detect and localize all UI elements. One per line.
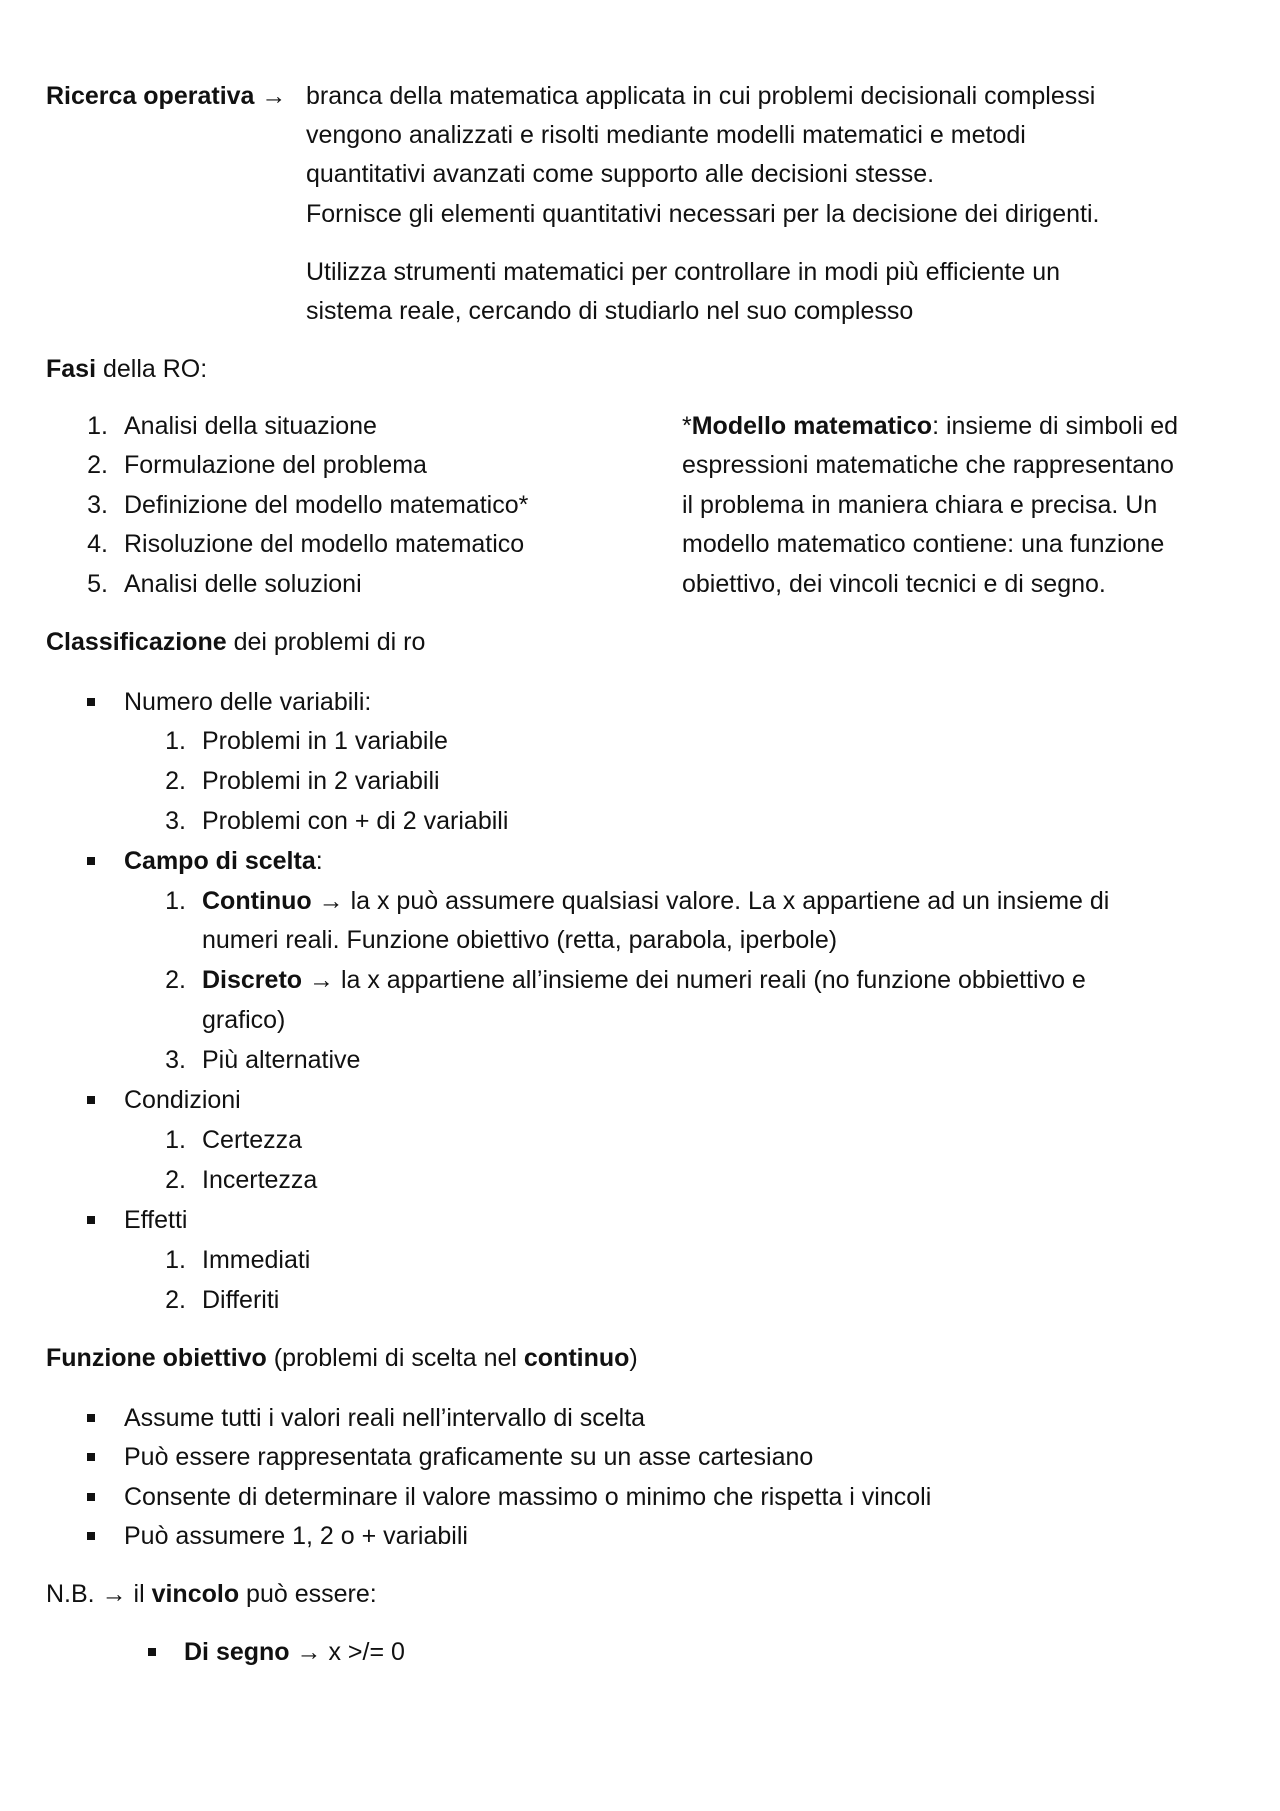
objective-heading-mid: (problemi di scelta nel <box>266 1344 524 1372</box>
objective-item: Consente di determinare il valore massimo o minimo che rispetta i vincoli <box>124 1483 932 1511</box>
arrow-icon: → <box>101 1580 127 1608</box>
phase-number: 2. <box>87 451 108 479</box>
sub-item <box>202 885 1109 917</box>
phase-number: 5. <box>87 570 108 598</box>
classification-heading-rest: dei problemi di ro <box>226 628 426 656</box>
phase-number: 1. <box>87 412 108 440</box>
sub-item: Certezza <box>202 1126 303 1154</box>
model-note-rest: : insieme di simboli ed <box>932 412 1178 440</box>
intro-line-3: quantitativi avanzati come supporto alle decisioni stesse. <box>306 160 935 188</box>
model-note-line-4: modello matematico contiene: una funzione <box>682 530 1165 558</box>
objective-heading-bold2: continuo <box>523 1344 630 1372</box>
sub-item-text: la x appartiene all’insieme dei numeri reali (no funzione obbiettivo e <box>334 966 1086 994</box>
sub-item: Immediati <box>202 1246 311 1274</box>
intro-para2-line-1: Utilizza strumenti matematici per controllare in modi più efficiente un <box>306 258 1061 286</box>
sub-item: Problemi in 1 variabile <box>202 727 448 755</box>
objective-heading-bold: Funzione obiettivo <box>46 1344 267 1372</box>
intro-term-line <box>46 80 286 112</box>
asterisk-mark: * <box>682 412 692 440</box>
group-label: Numero delle variabili: <box>124 688 372 716</box>
intro-para2-line-2: sistema reale, cercando di studiarlo nel suo complesso <box>306 297 914 325</box>
sub-number: 2. <box>165 966 186 994</box>
sub-item: Incertezza <box>202 1166 318 1194</box>
bullet-square-icon <box>87 698 95 706</box>
bullet-square-icon <box>87 1453 95 1461</box>
model-note-term: Modello matematico <box>691 412 933 440</box>
bullet-square-icon <box>87 1414 95 1422</box>
intro-line-4: Fornisce gli elementi quantitativi necessari per la decisione dei dirigenti. <box>306 200 1100 228</box>
sub-number: 1. <box>165 1126 186 1154</box>
sub-number: 2. <box>165 767 186 795</box>
arrow-icon: → <box>318 887 344 915</box>
group-label: Effetti <box>124 1206 188 1234</box>
phase-item: Analisi delle soluzioni <box>124 570 362 598</box>
phases-heading <box>46 353 207 385</box>
sub-number: 3. <box>165 1046 186 1074</box>
nb-prefix: N.B. <box>46 1580 102 1608</box>
nb-mid: il <box>126 1580 152 1608</box>
objective-item: Può essere rappresentata graficamente su un asse cartesiano <box>124 1443 814 1471</box>
phase-item: Formulazione del problema <box>124 451 427 479</box>
nb-item-text: x >/= 0 <box>321 1638 405 1666</box>
bullet-square-icon <box>87 1096 95 1104</box>
model-note-line-5: obiettivo, dei vincoli tecnici e di segno. <box>682 570 1106 598</box>
phase-item: Definizione del modello matematico* <box>124 491 529 519</box>
sub-number: 3. <box>165 807 186 835</box>
arrow-icon: → <box>309 966 334 994</box>
sub-number: 2. <box>165 1286 186 1314</box>
bullet-square-icon <box>87 1493 95 1501</box>
sub-item: Differiti <box>202 1286 280 1314</box>
group-label-rest: : <box>315 847 323 875</box>
sub-item: Problemi con + di 2 variabili <box>202 807 509 835</box>
sub-item <box>202 964 1086 996</box>
sub-item: Più alternative <box>202 1046 361 1074</box>
group-label <box>124 845 323 877</box>
bullet-square-icon <box>87 857 95 865</box>
sub-item-term: Continuo <box>202 887 312 915</box>
intro-term: Ricerca operativa <box>46 82 255 110</box>
nb-item-term: Di segno <box>184 1638 290 1666</box>
bullet-square-icon <box>87 1216 95 1224</box>
arrow-icon: → <box>261 82 287 110</box>
objective-item: Assume tutti i valori reali nell’intervallo di scelta <box>124 1404 646 1432</box>
group-label: Condizioni <box>124 1086 241 1114</box>
sub-number: 1. <box>165 727 186 755</box>
bullet-square-icon <box>87 1532 95 1540</box>
objective-heading-end: ) <box>629 1344 638 1372</box>
objective-heading <box>46 1342 638 1374</box>
objective-item: Può assumere 1, 2 o + variabili <box>124 1522 468 1550</box>
intro-line-2: vengono analizzati e risolti mediante modelli matematici e metodi <box>306 121 1026 149</box>
phases-heading-rest: della RO: <box>96 355 208 383</box>
sub-number: 1. <box>165 1246 186 1274</box>
classification-heading-bold: Classificazione <box>46 628 227 656</box>
nb-line <box>46 1578 377 1610</box>
phase-item: Risoluzione del modello matematico <box>124 530 525 558</box>
model-note-line-3: il problema in maniera chiara e precisa. Un <box>682 491 1158 519</box>
sub-item-term: Discreto <box>202 966 303 994</box>
intro-line-1: branca della matematica applicata in cui problemi decisionali complessi <box>306 82 1096 110</box>
sub-item-continuation: grafico) <box>202 1006 286 1034</box>
model-note-line-1 <box>682 410 1178 442</box>
arrow-icon: → <box>296 1638 322 1666</box>
sub-item-continuation: numeri reali. Funzione obiettivo (retta, parabola, iperbole) <box>202 926 838 954</box>
phases-heading-bold: Fasi <box>46 355 97 383</box>
sub-item: Problemi in 2 variabili <box>202 767 440 795</box>
bullet-square-icon <box>148 1648 156 1656</box>
nb-item <box>184 1636 405 1668</box>
nb-term: vincolo <box>151 1580 240 1608</box>
phase-number: 4. <box>87 530 108 558</box>
model-note-line-2: espressioni matematiche che rappresentano <box>682 451 1174 479</box>
group-label-bold: Campo di scelta <box>124 847 316 875</box>
nb-rest: può essere: <box>239 1580 377 1608</box>
phase-number: 3. <box>87 491 108 519</box>
sub-number: 2. <box>165 1166 186 1194</box>
classification-heading <box>46 626 425 658</box>
sub-item-text: la x può assumere qualsiasi valore. La x appartiene ad un insieme di <box>343 887 1110 915</box>
phase-item: Analisi della situazione <box>124 412 377 440</box>
sub-number: 1. <box>165 887 186 915</box>
